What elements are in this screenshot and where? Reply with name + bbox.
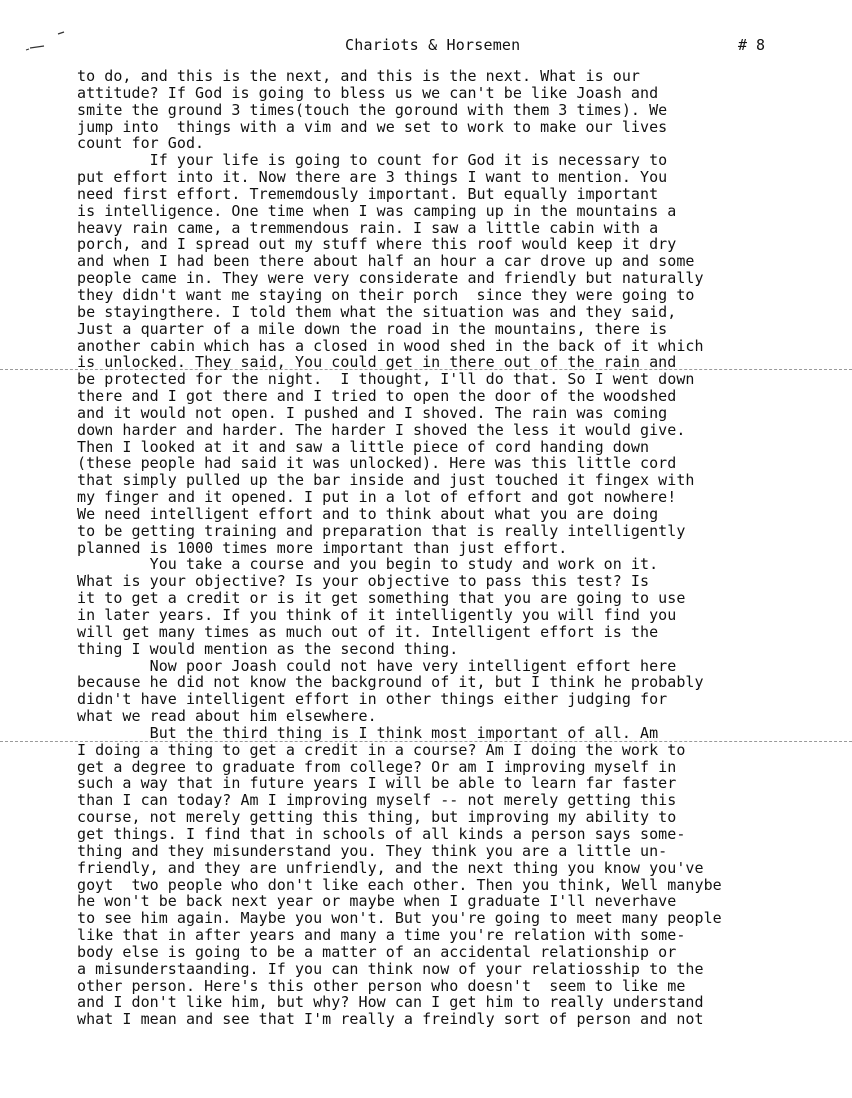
body-line: there and I got there and I tried to open the door of the woodshed <box>77 387 677 406</box>
body-line: body else is going to be a matter of an accidental relationship or <box>77 942 677 961</box>
body-line: than I can today? Am I improving myself -- not merely getting this <box>77 791 677 810</box>
body-line: another cabin which has a closed in wood shed in the back of it which <box>77 336 704 355</box>
body-line: heavy rain came, a tremmendous rain. I saw a little cabin with a <box>77 218 659 237</box>
body-line: friendly, and they are unfriendly, and the next thing you know you've <box>77 858 704 877</box>
body-line: other person. Here's this other person who doesn't seem to like me <box>77 976 686 995</box>
body-line: But the third thing is I think most important of all. Am <box>77 723 659 742</box>
body-line: You take a course and you begin to study and work on it. <box>77 555 659 574</box>
body-line: need first effort. Trememdously important. But equally important <box>77 184 659 203</box>
body-line: will get many times as much out of it. Intelligent effort is the <box>77 622 659 641</box>
body-line: planned is 1000 times more important than just effort. <box>77 538 568 557</box>
body-line: is intelligence. One time when I was camping up in the mountains a <box>77 201 677 220</box>
body-line: attitude? If God is going to bless us we can't be like Joash and <box>77 83 659 102</box>
body-line: goyt two people who don't like each other. Then you think, Well manybe <box>77 875 722 894</box>
body-line: it to get a credit or is it get something that you are going to use <box>77 589 686 608</box>
body-line: Now poor Joash could not have very intelligent effort here <box>77 656 677 675</box>
body-line: smite the ground 3 times(touch the goround with them 3 times). We <box>77 100 668 119</box>
body-line: jump into things with a vim and we set to work to make our lives <box>77 117 668 136</box>
body-line: people came in. They were very considerate and friendly but naturally <box>77 269 704 288</box>
body-line: to be getting training and preparation that is really intelligently <box>77 521 686 540</box>
body-line: is unlocked. They said, You could get in there out of the rain and <box>77 353 677 372</box>
body-line: down harder and harder. The harder I shoved the less it would give. <box>77 420 686 439</box>
body-line: such a way that in future years I will be able to learn far faster <box>77 774 677 793</box>
body-line: he won't be back next year or maybe when I graduate I'll neverhave <box>77 892 677 911</box>
body-line: like that in after years and many a time you're relation with some- <box>77 926 686 945</box>
page-number: # 8 <box>738 36 766 54</box>
body-line: my finger and it opened. I put in a lot of effort and got nowhere! <box>77 488 677 507</box>
body-line: course, not merely getting this thing, but improving my ability to <box>77 808 677 827</box>
body-line: thing I would mention as the second thing. <box>77 639 459 658</box>
body-line: If your life is going to count for God it is necessary to <box>77 151 668 170</box>
body-line: porch, and I spread out my stuff where this roof would keep it dry <box>77 235 677 254</box>
body-line: Then I looked at it and saw a little piece of cord handing down <box>77 437 650 456</box>
body-line: because he did not know the background of it, but I think he probably <box>77 673 704 692</box>
body-line: I doing a thing to get a credit in a course? Am I doing the work to <box>77 740 686 759</box>
body-line: put effort into it. Now there are 3 things I want to mention. You <box>77 168 668 187</box>
body-line: We need intelligent effort and to think about what you are doing <box>77 504 659 523</box>
body-line: be protected for the night. I thought, I'll do that. So I went down <box>77 370 695 389</box>
body-line: (these people had said it was unlocked). Here was this little cord <box>77 454 677 473</box>
body-line: thing and they misunderstand you. They think you are a little un- <box>77 841 668 860</box>
body-line: and it would not open. I pushed and I shoved. The rain was coming <box>77 403 668 422</box>
body-line: and when I had been there about half an hour a car drove up and some <box>77 252 695 271</box>
body-line: and I don't like him, but why? How can I get him to really understand <box>77 993 704 1012</box>
body-line: a misunderstaanding. If you can think now of your relatiosship to the <box>77 959 704 978</box>
body-line: didn't have intelligent effort in other things either judging for <box>77 690 668 709</box>
body-line: count for God. <box>77 134 205 153</box>
body-line: be stayingthere. I told them what the situation was and they said, <box>77 302 677 321</box>
body-line: Just a quarter of a mile down the road in the mountains, there is <box>77 319 668 338</box>
body-line: in later years. If you think of it intelligently you will find you <box>77 606 677 624</box>
body-line: what we read about him elsewhere. <box>77 707 377 726</box>
body-line: get things. I find that in schools of all kinds a person says some- <box>77 824 686 843</box>
body-line: What is your objective? Is your objective to pass this test? Is <box>77 572 650 591</box>
body-line: to do, and this is the next, and this is the next. What is our <box>77 67 641 85</box>
body-line: to see him again. Maybe you won't. But you're going to meet many people <box>77 909 722 928</box>
body-line: that simply pulled up the bar inside and just touched it fingex with <box>77 471 695 490</box>
stray-pen-marks <box>20 28 80 58</box>
body-line: what I mean and see that I'm really a freindly sort of person and not <box>77 1010 704 1029</box>
typed-body-text <box>77 68 807 1028</box>
body-line: they didn't want me staying on their porch since they were going to <box>77 285 695 304</box>
body-line: get a degree to graduate from college? Or am I improving myself in <box>77 757 677 776</box>
page-header-title: Chariots & Horsemen <box>345 36 521 54</box>
